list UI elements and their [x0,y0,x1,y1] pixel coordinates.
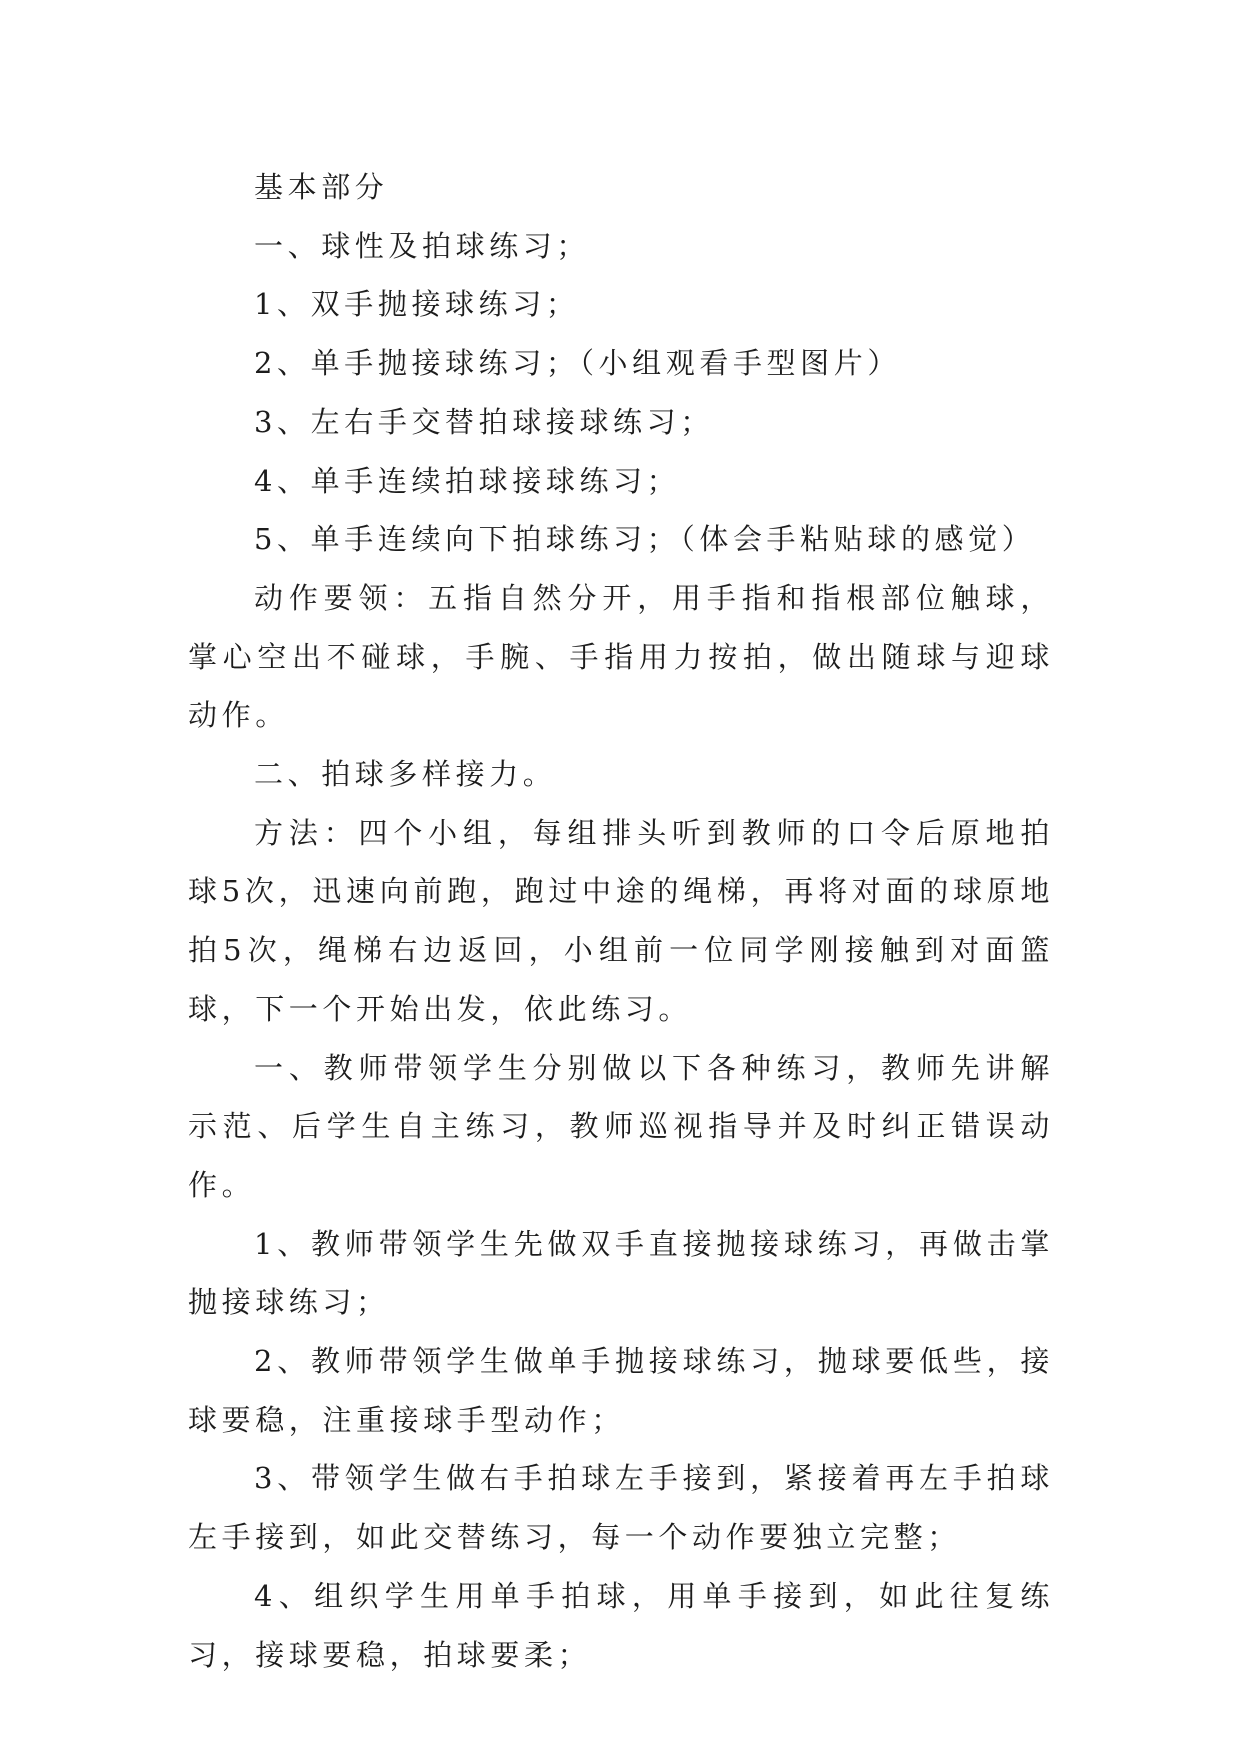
paragraph: 1、教师带领学生先做双手直接抛接球练习，再做击掌抛接球练习； [188,1226,1054,1320]
paragraph: 方法：四个小组，每组排头听到教师的口令后原地拍球5次，迅速向前跑，跑过中途的绳梯，再将对面的球原地拍5次，绳梯右边返回，小组前一位同学刚接触到对面篮球，下一个开始出发，依此练习。 [188,815,1054,1026]
paragraph: 二、拍球多样接力。 [254,757,557,792]
paragraph: 2、教师带领学生做单手抛接球练习，抛球要低些，接球要稳，注重接球手型动作； [188,1344,1054,1437]
paragraph: 3、带领学生做右手拍球左手接到，紧接着再左手拍球左手接到，如此交替练习，每一个动作要独立完整； [188,1461,1054,1555]
paragraph: 3、左右手交替拍球接球练习； [254,404,714,439]
paragraph: 一、教师带领学生分别做以下各种练习，教师先讲解示范、后学生自主练习，教师巡视指导并及时纠正错误动作。 [188,1050,1054,1202]
paragraph: 4、组织学生用单手拍球，用单手接到，如此往复练习，接球要稳，拍球要柔； [188,1578,1054,1672]
paragraph: 4、单手连续拍球接球练习； [254,463,681,498]
paragraph: 2、单手抛接球练习；（小组观看手型图片） [254,346,901,381]
section-heading: 基本部分 [254,170,389,204]
document-body [188,158,1054,1684]
paragraph: 动作要领：五指自然分开，用手指和指根部位触球，掌心空出不碰球，手腕、手指用力按拍，做出随球与迎球动作。 [188,580,1054,733]
paragraph: 一、球性及拍球练习； [254,228,591,263]
paragraph: 5、单手连续向下拍球练习；（体会手粘贴球的感觉） [254,522,1036,557]
paragraph: 1、双手抛接球练习； [254,287,580,322]
